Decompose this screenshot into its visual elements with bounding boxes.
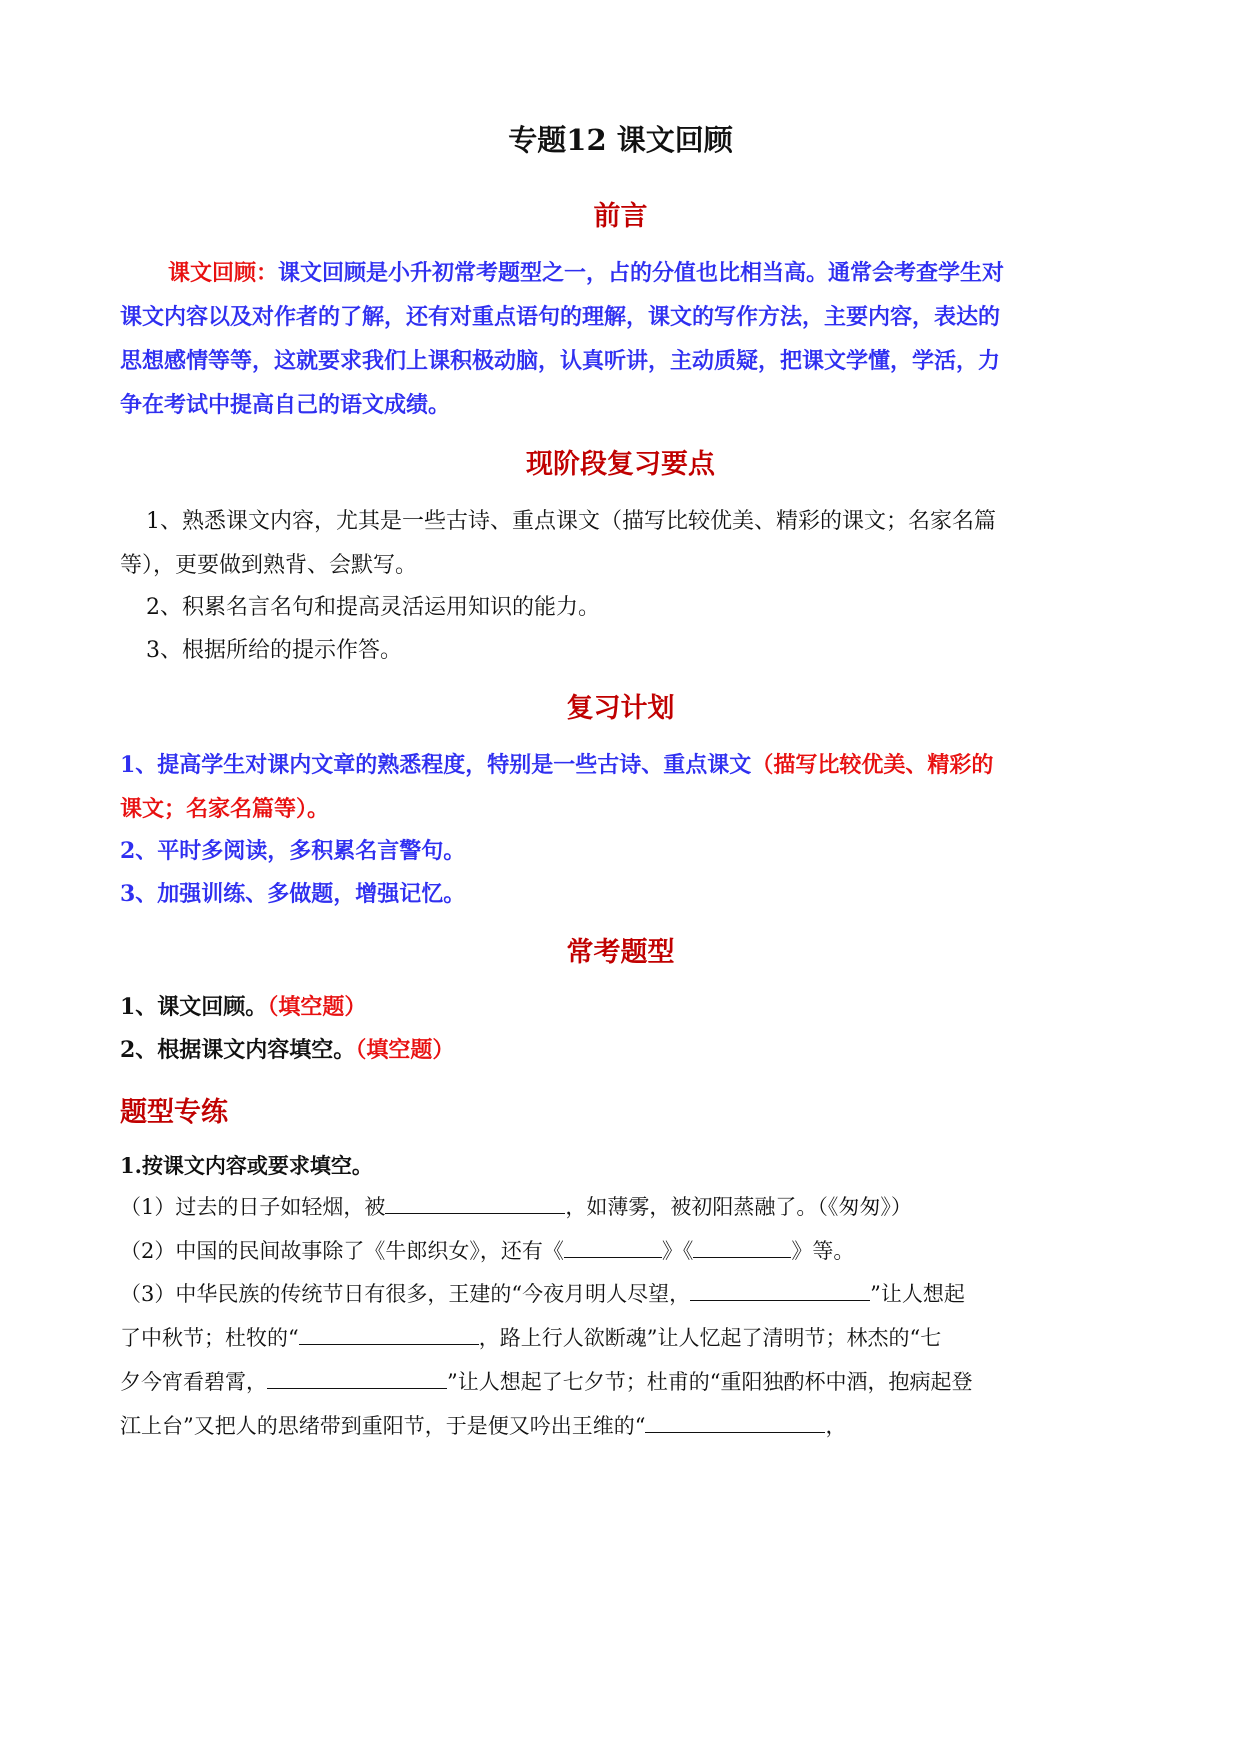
plan-heading: 复习计划 (566, 693, 675, 724)
key-point-1-cont: 等），更要做到熟背、会默写。 (120, 553, 418, 578)
type-item-1: 1、课文回顾。（填空题） (120, 994, 367, 1020)
answer-blank[interactable] (564, 1235, 662, 1258)
answer-blank[interactable] (267, 1366, 447, 1389)
answer-blank[interactable] (693, 1235, 791, 1258)
key-point-3: 3、根据所给的提示作答。 (146, 638, 402, 663)
plan-item-2: 2、平时多阅读，多积累名言警句。 (120, 838, 466, 864)
page-title: 专题12 课文回顾 (508, 123, 733, 157)
question-1-3-line-3: 夕今宵看碧霄， ”让人想起了七夕节；杜甫的“重阳独酌杯中酒，抱病起登 (120, 1366, 972, 1396)
question-1-3-line-2: 了中秋节；杜牧的“ ，路上行人欲断魂”让人忆起了清明节；林杰的“七 (120, 1322, 941, 1352)
key-point-1: 1、熟悉课文内容，尤其是一些古诗、重点课文（描写比较优美、精彩的课文；名家名篇 (146, 509, 996, 534)
preface-line-1: 课文回顾：课文回顾是小升初常考题型之一，占的分值也比相当高。通常会考查学生对 (168, 260, 1005, 286)
practice-heading: 题型专练 (120, 1097, 228, 1128)
question-1-3-line-1: （3）中华民族的传统节日有很多，王建的“今夜月明人尽望， ”让人想起 (120, 1278, 965, 1308)
key-points-heading: 现阶段复习要点 (526, 449, 715, 480)
key-point-2: 2、积累名言名句和提高灵活运用知识的能力。 (146, 595, 600, 620)
question-1-3-line-4: 江上台”又把人的思绪带到重阳节，于是便又吟出王维的“ ， (120, 1410, 846, 1440)
question-1-1: （1）过去的日子如轻烟，被 ，如薄雾，被初阳蒸融了。（《匆匆》） (120, 1191, 912, 1221)
preface-line-4: 争在考试中提高自己的语文成绩。 (120, 392, 451, 418)
preface-line-2: 课文内容以及对作者的了解，还有对重点语句的理解，课文的写作方法，主要内容，表达的 (120, 304, 1001, 330)
preface-heading: 前言 (593, 201, 648, 232)
answer-blank[interactable] (385, 1191, 565, 1214)
answer-blank[interactable] (690, 1278, 870, 1301)
plan-item-1-cont: 课文；名家名篇等）。 (120, 796, 330, 822)
plan-item-3: 3、加强训练、多做题，增强记忆。 (120, 881, 466, 907)
preface-line-3: 思想感情等等，这就要求我们上课积极动脑，认真听讲，主动质疑，把课文学懂，学活，力 (120, 348, 1001, 374)
preface-label: 课文回顾： (168, 260, 279, 286)
question-1-2: （2）中国的民间故事除了《牛郎织女》，还有《 》《 》等。 (120, 1235, 854, 1265)
type-item-2: 2、根据课文内容填空。（填空题） (120, 1037, 455, 1063)
answer-blank[interactable] (645, 1410, 825, 1433)
answer-blank[interactable] (299, 1322, 479, 1345)
question-1-title: 1.按课文内容或要求填空。 (120, 1153, 373, 1178)
types-heading: 常考题型 (566, 937, 675, 968)
plan-item-1: 1、提高学生对课内文章的熟悉程度，特别是一些古诗、重点课文（描写比较优美、精彩的 (120, 752, 994, 778)
